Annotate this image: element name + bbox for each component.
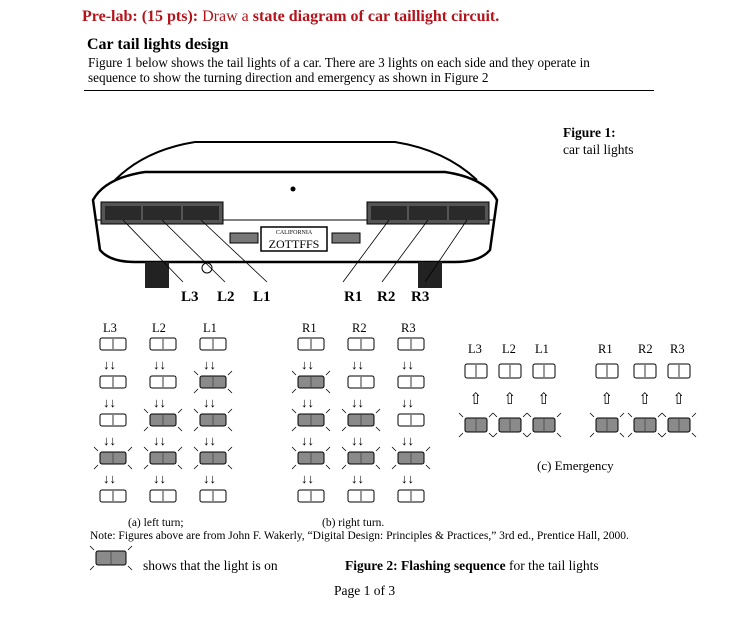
emergency-lamp [628, 413, 662, 437]
left-turn-arrow-icon: ↓↓ [103, 357, 116, 372]
emergency-sequence [459, 364, 696, 437]
left-turn-col-l3: L3 [103, 321, 117, 335]
left-turn-arrow-icon: ↓↓ [153, 395, 166, 410]
emergency-lamp [493, 413, 527, 437]
car-label-r2: R2 [377, 289, 396, 305]
plate-state: CALIFORNIA [275, 230, 313, 236]
left-turn-arrow-icon: ↓↓ [203, 357, 216, 372]
figure1-title: Figure 1: [563, 125, 616, 140]
left-turn-lamp [194, 447, 232, 469]
emergency-lamp [634, 364, 656, 378]
left-turn-sequence [94, 338, 232, 502]
section-title: Car tail lights design [87, 36, 229, 53]
right-turn-arrow-icon: ↓↓ [351, 395, 364, 410]
left-turn-lamp [200, 490, 226, 502]
right-turn-sequence [292, 338, 430, 502]
right-turn-lamp [342, 409, 380, 431]
left-turn-arrow-icon: ↓↓ [153, 357, 166, 372]
car-label-l2: L2 [217, 289, 235, 305]
emergency-arrow-icon: ⇧ [469, 391, 483, 408]
emergency-arrow-icon: ⇧ [638, 391, 652, 408]
right-turn-lamp [292, 371, 330, 393]
left-turn-lamp [100, 414, 126, 426]
left-turn-lamp [144, 409, 182, 431]
emergency-lamp [465, 364, 487, 378]
right-turn-arrow-icon: ↓↓ [351, 471, 364, 486]
emergency-arrow-icon: ⇧ [672, 391, 686, 408]
right-turn-col-r1: R1 [302, 321, 317, 335]
prelab-task: state diagram of car taillight circuit. [252, 8, 500, 25]
figure1-subtitle: car tail lights [563, 142, 634, 157]
right-turn-arrow-icon: ↓↓ [401, 357, 414, 372]
figure2-title-bold: Figure 2: Flashing sequence [345, 558, 506, 573]
prelab-instruction: Draw a [198, 8, 253, 25]
left-turn-arrow-icon: ↓↓ [153, 471, 166, 486]
right-turn-arrow-icon: ↓↓ [401, 433, 414, 448]
prelab-points: Pre-lab: (15 pts): [82, 8, 199, 25]
right-turn-lamp [348, 376, 374, 388]
right-turn-arrow-icon: ↓↓ [401, 471, 414, 486]
intro-line-2: sequence to show the turning direction and emergency as shown in Figure 2 [88, 70, 489, 85]
right-turn-lamp [292, 447, 330, 469]
left-turn-arrow-icon: ↓↓ [203, 433, 216, 448]
figure2-title-rest: for the tail lights [505, 558, 599, 573]
right-turn-col-r2: R2 [352, 321, 367, 335]
right-turn-arrow-icon: ↓↓ [301, 471, 314, 486]
left-turn-arrow-icon: ↓↓ [103, 395, 116, 410]
right-turn-lamp [398, 490, 424, 502]
right-turn-lamp [292, 409, 330, 431]
right-turn-lamp [298, 490, 324, 502]
left-turn-lamp [194, 371, 232, 393]
left-turn-lamp [144, 447, 182, 469]
car-label-l3: L3 [181, 289, 199, 305]
intro-line-1: Figure 1 below shows the tail lights of a car. There are 3 lights on each side and they operate in [88, 55, 590, 70]
right-turn-col-r3: R3 [401, 321, 416, 335]
left-turn-lamp [100, 376, 126, 388]
emergency-col-r1: R1 [598, 342, 613, 356]
left-turn-lamp [100, 338, 126, 350]
emergency-lamp [590, 413, 624, 437]
emergency-lamp [668, 364, 690, 378]
emergency-col-r2: R2 [638, 342, 653, 356]
caption-right-turn: (b) right turn. [322, 517, 385, 529]
left-turn-col-l1: L1 [203, 321, 217, 335]
left-turn-lamp [94, 447, 132, 469]
left-turn-arrow-icon: ↓↓ [103, 471, 116, 486]
legend-lamp-on-icon [90, 546, 132, 570]
emergency-arrow-icon: ⇧ [503, 391, 517, 408]
right-turn-lamp [348, 338, 374, 350]
left-turn-arrow-icon: ↓↓ [203, 395, 216, 410]
right-turn-arrow-icon: ↓↓ [351, 357, 364, 372]
right-turn-arrow-icon: ↓↓ [351, 433, 364, 448]
left-turn-lamp [150, 338, 176, 350]
left-turn-col-l2: L2 [152, 321, 166, 335]
legend-text: shows that the light is on [143, 558, 278, 573]
left-turn-lamp [150, 376, 176, 388]
right-turn-lamp [342, 447, 380, 469]
left-turn-arrow-icon: ↓↓ [153, 433, 166, 448]
emergency-col-l1: L1 [535, 342, 549, 356]
emergency-col-l2: L2 [502, 342, 516, 356]
right-turn-arrow-icon: ↓↓ [301, 357, 314, 372]
plate-number: ZOTTFFS [268, 237, 320, 251]
emergency-lamp [533, 364, 555, 378]
right-turn-lamp [392, 447, 430, 469]
left-turn-lamp [194, 409, 232, 431]
emergency-lamp [527, 413, 561, 437]
left-turn-lamp [150, 490, 176, 502]
caption-emergency: (c) Emergency [537, 458, 614, 473]
right-turn-lamp [398, 414, 424, 426]
right-turn-arrow-icon: ↓↓ [301, 433, 314, 448]
emergency-lamp [459, 413, 493, 437]
emergency-arrow-icon: ⇧ [537, 391, 551, 408]
car-label-r3: R3 [411, 289, 430, 305]
figure-source-note: Note: Figures above are from John F. Wakerly, “Digital Design: Principles & Practices,” 3rd ed., Prentice Hall, 2000. [90, 530, 629, 542]
emergency-arrow-icon: ⇧ [600, 391, 614, 408]
left-turn-arrow-icon: ↓↓ [203, 471, 216, 486]
right-turn-lamp [348, 490, 374, 502]
emergency-col-l3: L3 [468, 342, 482, 356]
page-number: Page 1 of 3 [334, 583, 396, 598]
figure2-title [345, 558, 599, 574]
emergency-col-r3: R3 [670, 342, 685, 356]
right-turn-arrow-icon: ↓↓ [301, 395, 314, 410]
left-turn-lamp [100, 490, 126, 502]
left-turn-arrow-icon: ↓↓ [103, 433, 116, 448]
right-turn-lamp [298, 338, 324, 350]
legend-lamp-on [90, 546, 132, 570]
emergency-lamp [499, 364, 521, 378]
right-turn-lamp [398, 338, 424, 350]
right-turn-lamp [398, 376, 424, 388]
right-turn-arrow-icon: ↓↓ [401, 395, 414, 410]
emergency-lamp [662, 413, 696, 437]
car-label-l1: L1 [253, 289, 271, 305]
car-label-r1: R1 [344, 289, 363, 305]
left-turn-lamp [200, 338, 226, 350]
emergency-lamp [596, 364, 618, 378]
caption-left-turn: (a) left turn; [128, 517, 184, 529]
